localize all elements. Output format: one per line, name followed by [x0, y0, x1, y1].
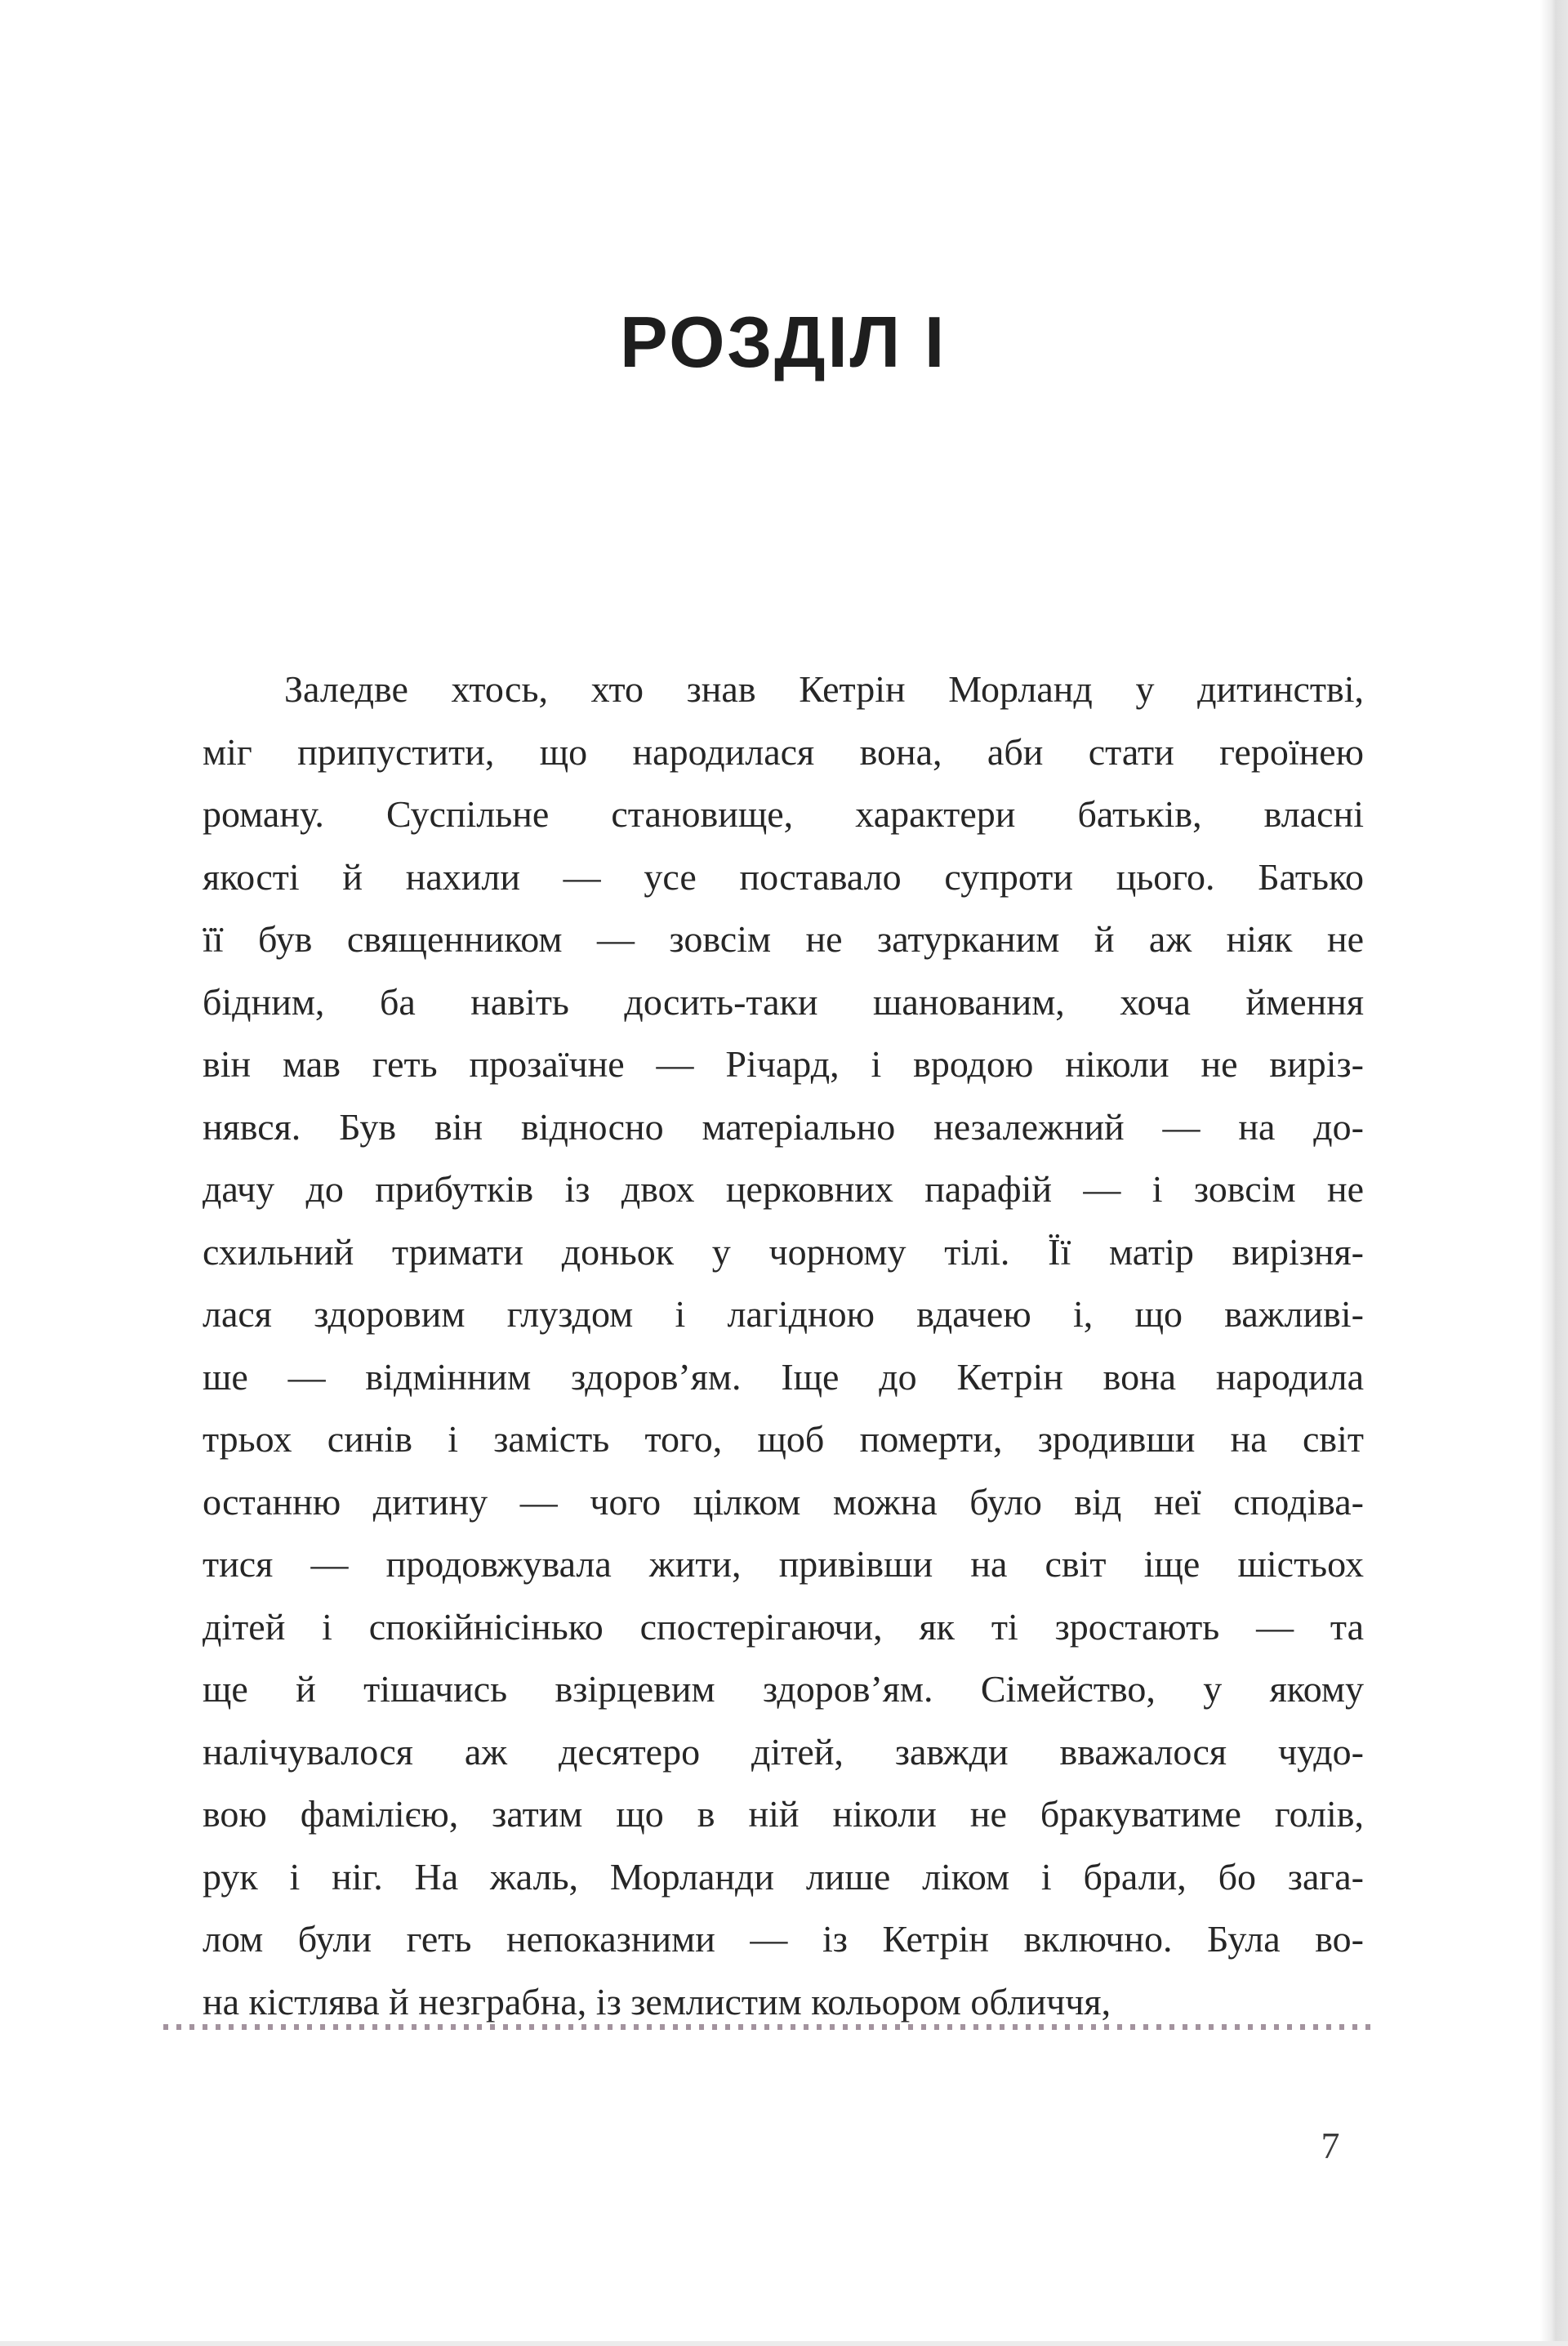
bottom-page-edge: [0, 2341, 1568, 2346]
text-line: тися — продовжувала жити, привівши на світ іще шістьох: [203, 1543, 1364, 1585]
text-line: налічувалося аж десятеро дітей, завжди вважалося чудо-: [203, 1730, 1364, 1773]
page-number: 7: [1321, 2125, 1340, 2166]
text-line: на кістлява й незграбна, із землистим кольором обличчя,: [203, 1980, 1111, 2023]
text-line: вою фамілією, затим що в ній ніколи не бракуватиме голів,: [203, 1793, 1364, 1835]
body-text: [203, 658, 1364, 2033]
text-line: ще й тішачись взірцевим здоров’ям. Сімейство, у якому: [203, 1668, 1364, 1710]
text-line: він мав геть прозаїчне — Річард, і вродою ніколи не виріз-: [203, 1043, 1364, 1085]
text-line: бідним, ба навіть досить-таки шанованим, хоча ймення: [203, 980, 1364, 1023]
text-line: нявся. Був він відносно матеріально незалежний — на до-: [203, 1105, 1364, 1148]
text-line: міг припустити, що народилася вона, аби стати героїнею: [203, 730, 1364, 773]
text-line: якості й нахили — усе поставало супроти цього. Батько: [203, 855, 1364, 898]
chapter-title: РОЗДІЛ І: [619, 301, 947, 382]
text-line: лася здоровим глуздом і лагідною вдачею і, що важливі-: [203, 1293, 1364, 1335]
text-line: останню дитину — чого цілком можна було від неї сподіва-: [203, 1480, 1364, 1523]
right-scrollbar-track[interactable]: [1540, 0, 1568, 2346]
text-line: лом були геть непоказними — із Кетрін включно. Була во-: [203, 1918, 1364, 1960]
text-line: дітей і спокійнісінько спостерігаючи, як ті зростають — та: [203, 1605, 1364, 1648]
text-line: трьох синів і замість того, щоб померти, зродивши на світ: [203, 1418, 1364, 1460]
text-line: ше — відмінним здоров’ям. Іще до Кетрін вона народила: [203, 1355, 1364, 1398]
text-line: її був священником — зовсім не затурканим й аж ніяк не: [203, 918, 1364, 960]
reading-position-dotted-marker: [163, 2024, 1376, 2030]
text-line: роману. Суспільне становище, характери батьків, власні: [203, 793, 1364, 835]
text-line: дачу до прибутків із двох церковних парафій — і зовсім не: [203, 1168, 1364, 1210]
text-line: Заледве хтось, хто знав Кетрін Морланд у дитинстві,: [284, 668, 1364, 710]
text-line: рук і ніг. На жаль, Морланди лише ліком і брали, бо зага-: [203, 1855, 1364, 1898]
text-line: схильний тримати доньок у чорному тілі. Її матір вирізня-: [203, 1230, 1364, 1273]
